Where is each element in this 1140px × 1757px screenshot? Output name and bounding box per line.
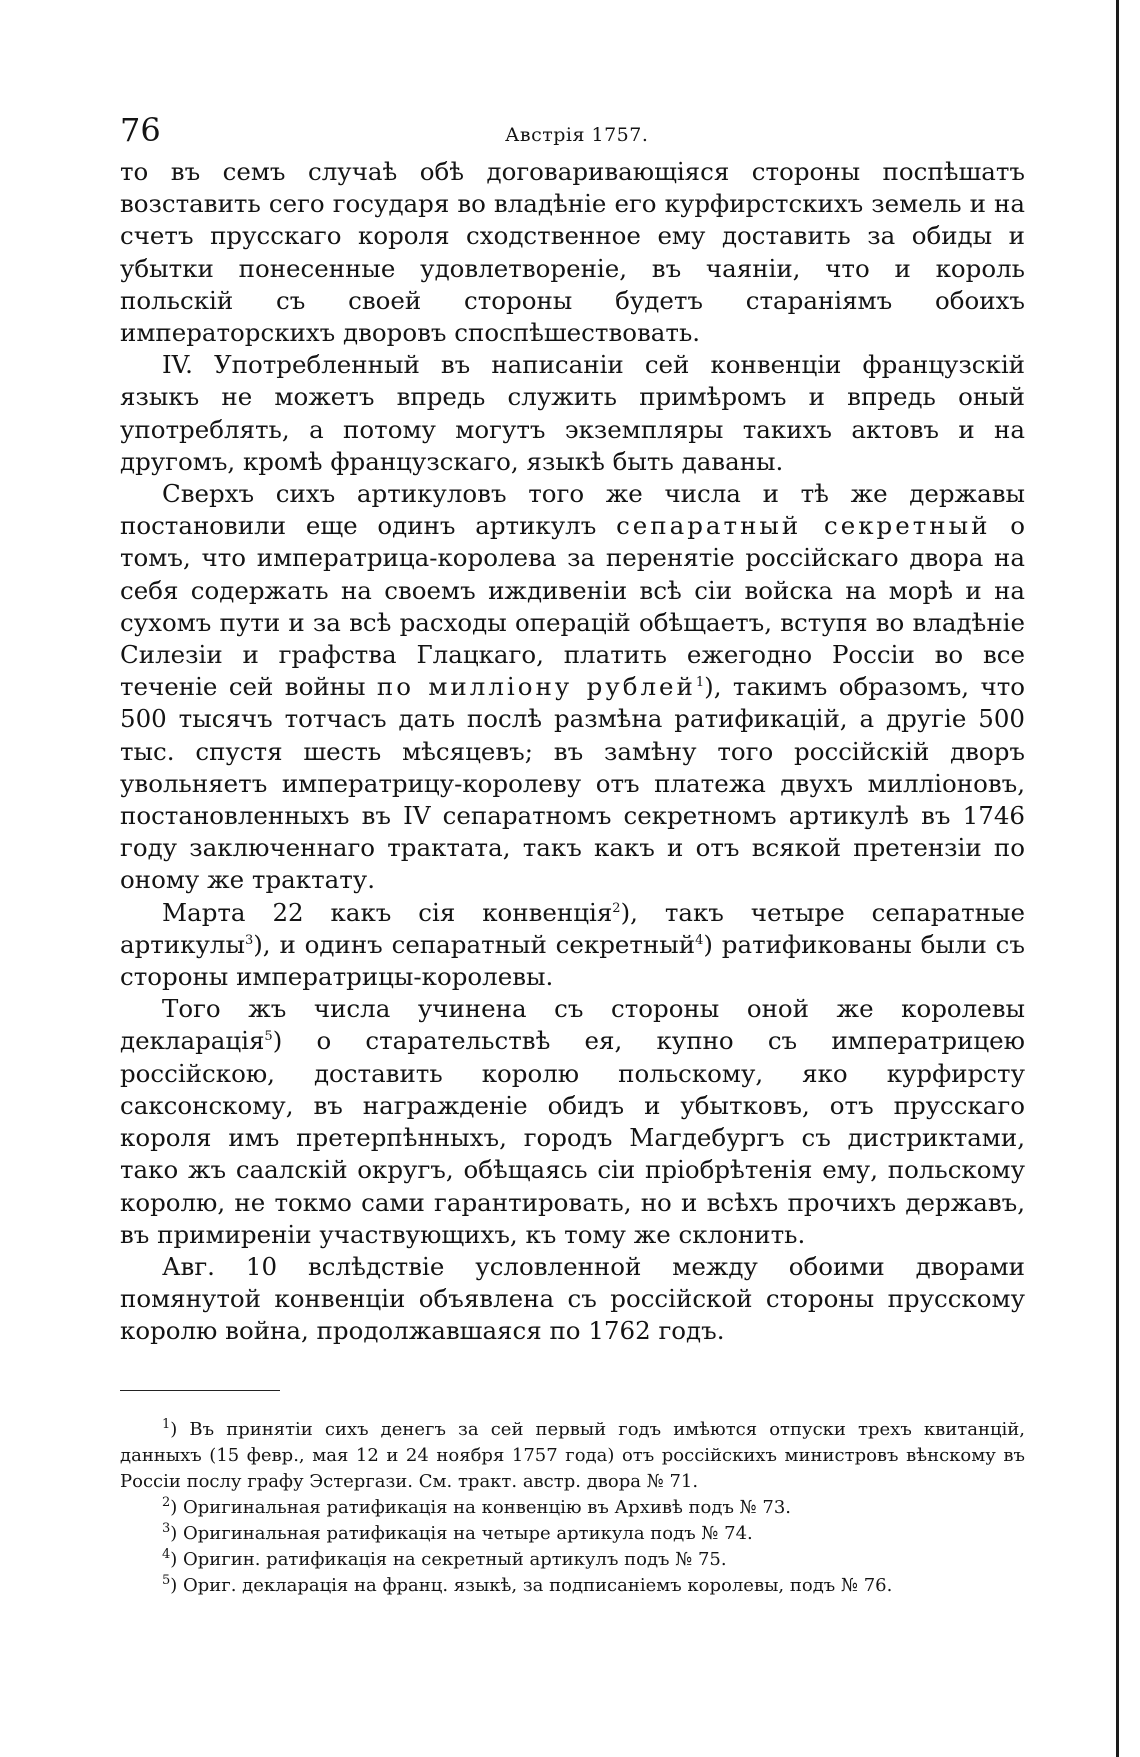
main-text bbox=[120, 156, 1025, 1348]
footnote-text: ) Ориг. декларація на франц. языкѣ, за подписаніемъ королевы, подъ № 76. bbox=[170, 1574, 893, 1596]
emphasis-separate-secret: сепаратный секретный bbox=[616, 511, 991, 541]
paragraph-4-part-c: ), и одинъ сепаратный секретный bbox=[253, 929, 696, 959]
footnote-separator bbox=[120, 1390, 280, 1391]
paragraph-5-part-a: Того жъ числа учинена съ стороны оной же королевы декларація bbox=[120, 994, 1025, 1056]
paragraph-6: Авг. 10 вслѣдствіе условленной между обоими дворами помянутой конвенціи объявлена съ россійской стороны прусскому королю война, продолжавшаяся по 1762 годъ. bbox=[120, 1251, 1025, 1346]
page bbox=[120, 110, 1025, 1599]
footnote-text: ) Оригинальная ратификація на четыре артикула подъ № 74. bbox=[170, 1522, 753, 1544]
page-edge-line bbox=[1116, 0, 1119, 1757]
footnote-mark: 2 bbox=[162, 1494, 171, 1510]
page-header bbox=[120, 110, 1025, 156]
footnote-mark: 1 bbox=[162, 1416, 171, 1432]
footnote-ref-2: 2 bbox=[612, 900, 621, 916]
paragraph-5-part-b: ) о старательствѣ ея, купно съ императрицею россійскою, доставить королю польскому, яко курфирсту саксонскому, въ награжденіе обидъ и убытковъ, отъ прусскаго короля имъ претерпѣнныхъ, городъ Магдебургъ съ дистриктами, тако жъ саалскій округъ, обѣщаясь сіи пріобрѣтенія ему, польскому королю, не токмо сами гарантировать, но и всѣхъ прочихъ державъ, въ примиреніи участвующихъ, къ тому же склонить. bbox=[120, 1026, 1025, 1249]
footnote-ref-5: 5 bbox=[264, 1029, 273, 1045]
footnote bbox=[120, 1547, 1025, 1573]
footnote-ref-3: 3 bbox=[244, 932, 254, 948]
paragraph-3 bbox=[120, 478, 1025, 897]
footnote-mark: 4 bbox=[162, 1546, 171, 1562]
footnote-text: ) Оригин. ратификація на секретный артикулъ подъ № 75. bbox=[170, 1548, 727, 1570]
footnote-ref-1: 1 bbox=[695, 675, 705, 691]
footnote-mark: 3 bbox=[162, 1520, 171, 1536]
footnote-text: ) Въ принятіи сихъ денегъ за сей первый годъ имѣются отпуски трехъ квитанцій, данныхъ (15 февр., мая 12 и 24 ноября 1757 года) отъ россійскихъ министровъ вѣнскому въ Россіи послу графу Эстергази. См. тракт. австр. двора № 71. bbox=[120, 1418, 1025, 1492]
paragraph-4-part-d: ) ратификованы были съ стороны императрицы-королевы. bbox=[120, 929, 1025, 992]
running-head: Австрія 1757. bbox=[505, 124, 649, 146]
paragraph-4-part-a: Марта 22 какъ сія конвенція bbox=[162, 897, 613, 927]
footnote bbox=[120, 1495, 1025, 1521]
paragraph-4 bbox=[120, 897, 1025, 994]
paragraph-3-part-c: о томъ, что императрица-королева за перенятіе россійскаго двора на себя содержать на своемъ иждивеніи всѣ сіи войска на морѣ и на сухомъ пути и за всѣ расходы операцій обѣщаетъ, вступя во владѣніе Силезіи и графства Глацкаго, платить ежегодно Россіи во все теченіе сей войны bbox=[120, 511, 1025, 702]
paragraph-1: то въ семъ случаѣ обѣ договаривающіяся стороны поспѣшатъ возставить сего государя во владѣніе его курфирстскихъ земель и на счетъ прусскаго короля сходственное ему доставить за обиды и убытки понесенные удовлетвореніе, въ чаяніи, что и король польскій съ своей стороны будетъ стараніямъ обоихъ императорскихъ дворовъ споспѣшествовать. bbox=[120, 157, 1025, 348]
paragraph-4-part-b: ), такъ четыре сепаратные артикулы bbox=[120, 897, 1025, 959]
paragraph-3-part-e: ), такимъ образомъ, что 500 тысячъ тотчасъ дать послѣ размѣна ратификацій, а другіе 500 тыс. спустя шесть мѣсяцевъ; въ замѣну того россійскій дворъ увольняетъ императрицу-королеву отъ платежа двухъ милліоновъ, постановленныхъ въ IV сепаратномъ секретномъ артикулѣ въ 1746 году заключеннаго трактата, такъ какъ и отъ всякой претензіи по оному же трактату. bbox=[120, 672, 1025, 895]
footnote bbox=[120, 1521, 1025, 1547]
footnote bbox=[120, 1573, 1025, 1599]
footnote-text: ) Оригинальная ратификація на конвенцію въ Архивѣ подъ № 73. bbox=[170, 1496, 792, 1518]
footnote-ref-4: 4 bbox=[695, 932, 704, 948]
footnote-mark: 5 bbox=[162, 1572, 171, 1588]
page-number: 76 bbox=[120, 111, 161, 149]
emphasis-million-rubles: по милліону рублей bbox=[376, 672, 696, 702]
paragraph-2: IV. Употребленный въ написаніи сей конвенціи французскій языкъ не можетъ впредь служить примѣромъ и впредь оный употреблять, а потому могутъ экземпляры такихъ актовъ и на другомъ, кромѣ французскаго, языкѣ быть даваны. bbox=[120, 350, 1025, 476]
footnotes bbox=[120, 1417, 1025, 1599]
footnote bbox=[120, 1417, 1025, 1495]
paragraph-5 bbox=[120, 993, 1025, 1251]
paragraph-3-part-a: Сверхъ сихъ артикуловъ того же числа и тѣ же державы постановили еще одинъ артикулъ bbox=[120, 479, 1025, 541]
